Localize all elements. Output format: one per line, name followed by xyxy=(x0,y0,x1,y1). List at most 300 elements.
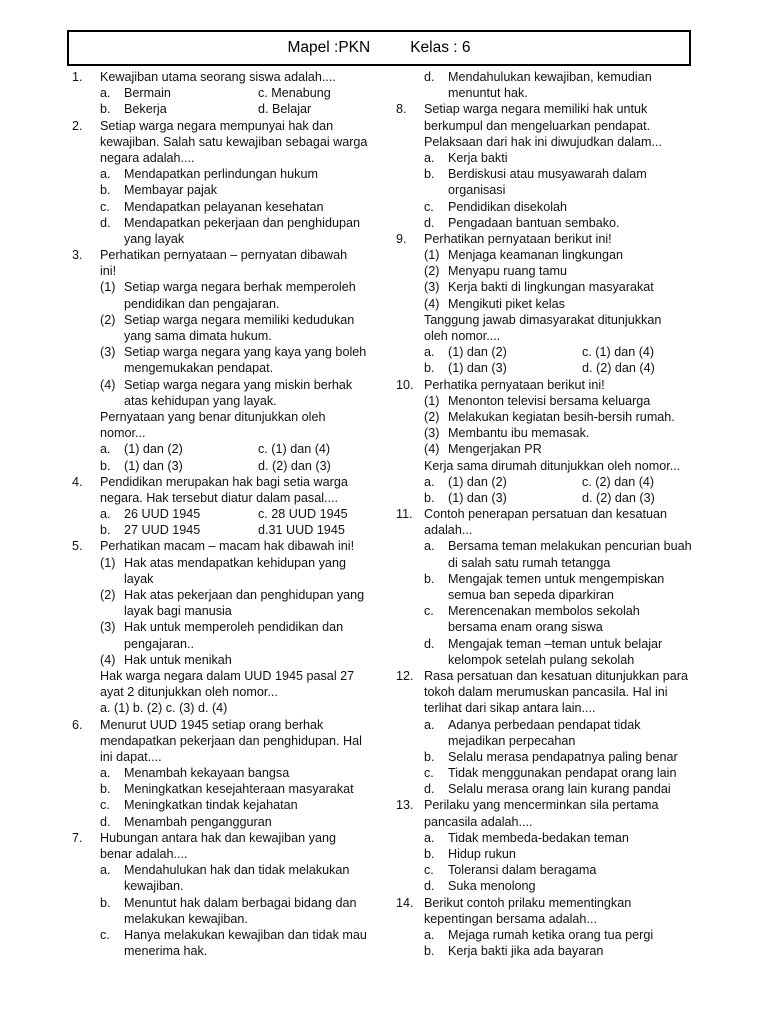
option-text: Pengadaan bantuan sembako. xyxy=(448,215,620,230)
option-label: b. xyxy=(424,571,435,586)
option-pair-line xyxy=(396,474,696,490)
question-number: 14. xyxy=(396,895,414,910)
question-text-line xyxy=(72,263,368,279)
option-line xyxy=(72,862,368,878)
option-label: d. xyxy=(582,490,593,505)
option-text: Melakukan kegiatan besih-bersih rumah. xyxy=(448,409,675,424)
question-number: 7. xyxy=(72,830,83,845)
question-text: Kerja sama dirumah ditunjukkan oleh nomor... xyxy=(424,458,681,473)
option-line xyxy=(72,312,368,328)
option-text: 28 UUD 1945 xyxy=(271,507,348,522)
option-text: Adanya perbedaan pendapat tidak xyxy=(448,717,641,732)
question-text: Setiap warga negara memiliki hak untuk xyxy=(424,102,648,117)
option-second xyxy=(582,360,655,376)
option-pair-line xyxy=(72,458,368,474)
question-text-line xyxy=(396,522,696,538)
question-text: Menurut UUD 1945 setiap orang berhak xyxy=(100,717,324,732)
option-line xyxy=(396,571,696,587)
option-continuation-line xyxy=(72,911,368,927)
question-text-line xyxy=(396,814,696,830)
option-second xyxy=(258,85,331,101)
option-label: d. xyxy=(258,523,269,538)
option-text: mengemukakan pendapat. xyxy=(124,361,274,376)
option-continuation-line xyxy=(72,636,368,652)
option-text: Setiap warga negara berhak memperoleh xyxy=(124,280,356,295)
option-text: (1) dan (3) xyxy=(124,458,183,473)
option-text: Selalu merasa orang lain kurang pandai xyxy=(448,782,671,797)
option-text: layak bagi manusia xyxy=(124,604,232,619)
option-continuation-line xyxy=(396,182,696,198)
option-line xyxy=(72,587,368,603)
option-line xyxy=(72,895,368,911)
option-text: Hak atas pekerjaan dan penghidupan yang xyxy=(124,588,365,602)
option-label: (3) xyxy=(424,426,440,441)
question-text: kewajiban. Salah satu kewajiban sebagai warga xyxy=(100,134,368,149)
question-text: negara adalah.... xyxy=(100,150,195,165)
option-pair-line xyxy=(396,360,696,376)
question-text-line xyxy=(72,733,368,749)
option-label: d. xyxy=(424,782,435,797)
question-text: Pernyataan yang benar ditunjukkan oleh xyxy=(100,409,326,424)
option-label: a. xyxy=(424,474,435,489)
option-label: d. xyxy=(582,361,593,376)
question-line xyxy=(72,538,368,554)
option-line xyxy=(72,215,368,231)
question-text: Perhatikan macam – macam hak dibawah ini! xyxy=(100,539,355,554)
question-line xyxy=(72,474,368,490)
option-text: menerima hak. xyxy=(124,944,208,959)
option-line xyxy=(396,166,696,182)
option-label: c. xyxy=(424,604,434,619)
option-label: b. xyxy=(100,183,111,198)
option-text: semua ban sepeda diparkiran xyxy=(448,588,614,602)
option-label: (2) xyxy=(424,409,440,424)
option-text: Mengikuti piket kelas xyxy=(448,296,565,311)
option-text: Suka menolong xyxy=(448,879,536,894)
option-label: c. xyxy=(258,442,268,457)
option-label: a. xyxy=(100,766,111,781)
question-line xyxy=(72,247,368,263)
option-label: c. xyxy=(424,863,434,878)
option-line xyxy=(396,846,696,862)
option-text: Mendapatkan perlindungan hukum xyxy=(124,167,318,182)
option-label: (3) xyxy=(100,620,116,635)
option-line xyxy=(72,927,368,943)
option-second xyxy=(258,506,348,522)
option-label: b. xyxy=(100,782,111,797)
option-line xyxy=(396,781,696,797)
page-header xyxy=(67,30,691,66)
option-text: Menambah kekayaan bangsa xyxy=(124,766,290,781)
option-label: c. xyxy=(258,507,268,522)
question-number: 12. xyxy=(396,668,414,683)
option-text: Menyapu ruang tamu xyxy=(448,264,568,279)
question-line xyxy=(396,506,696,522)
option-text: Mendapatkan pekerjaan dan penghidupan xyxy=(124,215,360,230)
option-text: Membayar pajak xyxy=(124,183,218,198)
option-line xyxy=(396,862,696,878)
option-second xyxy=(258,441,330,457)
option-line xyxy=(72,344,368,360)
option-label: (2) xyxy=(424,264,440,279)
option-line xyxy=(72,166,368,182)
left-column xyxy=(72,69,368,959)
option-continuation-line xyxy=(396,733,696,749)
option-label: d. xyxy=(424,879,435,894)
option-text: Bersama teman melakukan pencurian buah xyxy=(448,539,692,554)
option-line xyxy=(396,749,696,765)
option-line xyxy=(72,377,368,393)
option-line xyxy=(396,878,696,894)
option-line xyxy=(396,603,696,619)
option-text: melakukan kewajiban. xyxy=(124,911,248,926)
option-label: c. xyxy=(582,345,592,360)
option-text: Tidak menggunakan pendapat orang lain xyxy=(448,766,677,781)
question-text: mendapatkan pekerjaan dan penghidupan. Hal xyxy=(100,733,362,748)
option-continuation-line xyxy=(396,652,696,668)
option-text: bersama enam orang siswa xyxy=(448,620,603,635)
option-line xyxy=(72,652,368,668)
option-text: Membantu ibu memasak. xyxy=(448,426,590,441)
question-text: Perhatikan pernyataan – pernyatan dibawah xyxy=(100,248,348,263)
option-text: Hidup rukun xyxy=(448,847,516,861)
option-line xyxy=(396,263,696,279)
option-text: Setiap warga negara yang miskin berhak xyxy=(124,377,353,392)
option-label: b. xyxy=(100,102,111,117)
option-text: Menambah pengangguran xyxy=(124,814,272,829)
question-text: tokoh dalam merumuskan pancasila. Hal ini xyxy=(424,685,668,700)
option-text: Mengerjakan PR xyxy=(448,442,542,457)
question-text: adalah... xyxy=(424,523,473,538)
option-line xyxy=(396,441,696,457)
option-text: yang sama dimata hukum. xyxy=(124,329,272,343)
option-label: (4) xyxy=(424,442,440,457)
option-text: Mendahulukan kewajiban, kemudian xyxy=(448,70,652,84)
question-line xyxy=(72,69,368,85)
option-text: Hak untuk memperoleh pendidikan dan xyxy=(124,620,344,635)
option-label: a. xyxy=(100,167,111,182)
option-label: (4) xyxy=(100,377,116,392)
option-pair-line xyxy=(72,441,368,457)
question-text-line xyxy=(72,846,368,862)
option-continuation-line xyxy=(72,878,368,894)
question-text-line xyxy=(396,118,696,134)
option-text: (1) dan (4) xyxy=(595,345,655,360)
option-continuation-line xyxy=(396,619,696,635)
option-second xyxy=(258,522,345,538)
option-line xyxy=(396,927,696,943)
question-number: 1. xyxy=(72,70,83,84)
option-label: c. xyxy=(258,86,268,101)
question-number: 6. xyxy=(72,717,83,732)
question-text: Kewajiban utama seorang siswa adalah.... xyxy=(100,70,336,84)
option-text: (1) dan (2) xyxy=(124,442,183,457)
option-line xyxy=(396,215,696,231)
option-text: di salah satu rumah tetangga xyxy=(448,555,611,570)
option-line xyxy=(396,199,696,215)
option-line xyxy=(396,150,696,166)
option-label: a. xyxy=(100,507,111,522)
option-pair-line xyxy=(72,101,368,117)
question-text-line xyxy=(396,700,696,716)
option-text: Meningkatkan tindak kejahatan xyxy=(124,798,298,813)
question-number: 11. xyxy=(396,507,413,522)
question-text: Setiap warga negara mempunyai hak dan xyxy=(100,118,334,133)
option-text: (1) dan (2) xyxy=(448,474,507,489)
option-text: pendidikan dan pengajaran. xyxy=(124,296,280,311)
question-text: Perilaku yang mencerminkan sila pertama xyxy=(424,798,659,813)
option-text: Mengajak temen untuk mengempiskan xyxy=(448,571,665,586)
option-line xyxy=(396,279,696,295)
option-label: a. xyxy=(424,150,435,165)
right-column xyxy=(396,69,696,959)
question-text: ayat 2 ditunjukkan oleh nomor... xyxy=(100,685,278,700)
question-text: Pendidikan merupakan hak bagi setia warga xyxy=(100,474,348,489)
option-text: (1) dan (2) xyxy=(448,345,507,360)
option-pair-line xyxy=(72,522,368,538)
option-continuation-line xyxy=(72,571,368,587)
option-text: Menjaga keamanan lingkungan xyxy=(448,248,624,263)
question-text-line xyxy=(72,749,368,765)
option-label: a. xyxy=(100,863,111,878)
option-label: d. xyxy=(258,458,269,473)
option-pair-line xyxy=(396,490,696,506)
option-label: b. xyxy=(424,361,435,376)
option-label: c. xyxy=(100,798,110,813)
option-line xyxy=(396,636,696,652)
question-text: Hubungan antara hak dan kewajiban yang xyxy=(100,830,336,845)
option-label: b. xyxy=(424,167,435,182)
option-text: Bermain xyxy=(124,86,171,101)
option-label: d. xyxy=(100,814,111,829)
option-label: b. xyxy=(100,458,111,473)
question-text: oleh nomor.... xyxy=(424,329,501,343)
option-label: b. xyxy=(424,847,435,861)
option-line xyxy=(396,247,696,263)
option-text: layak xyxy=(124,571,154,586)
option-text: Mengajak teman –teman untuk belajar xyxy=(448,636,663,651)
option-line xyxy=(396,830,696,846)
option-text: pengajaran.. xyxy=(124,636,195,651)
option-label: c. xyxy=(424,199,434,214)
option-line xyxy=(396,538,696,554)
option-text: (2) dan (3) xyxy=(596,490,655,505)
question-text: kepentingan bersama adalah... xyxy=(424,911,597,926)
option-label: c. xyxy=(424,766,434,781)
option-text: (2) dan (4) xyxy=(595,474,655,489)
option-text: Belajar xyxy=(272,102,312,117)
option-continuation-line xyxy=(72,360,368,376)
option-continuation-line xyxy=(396,85,696,101)
option-inline-text: a. (1) b. (2) c. (3) d. (4) xyxy=(100,701,228,716)
question-line xyxy=(396,231,696,247)
option-text: (1) dan (3) xyxy=(448,361,507,376)
option-continuation-line xyxy=(72,393,368,409)
class-label: Kelas : 6 xyxy=(410,39,471,56)
question-text: Contoh penerapan persatuan dan kesatuan xyxy=(424,507,667,522)
question-text: Rasa persatuan dan kesatuan ditunjukkan para xyxy=(424,668,688,683)
option-text: Kerja bakti jika ada bayaran xyxy=(448,944,604,959)
option-text: (2) dan (3) xyxy=(272,458,331,473)
option-text: (1) dan (4) xyxy=(271,442,331,457)
option-label: d. xyxy=(258,102,269,117)
option-text: atas kehidupan yang layak. xyxy=(124,393,277,408)
subject-label: Mapel :PKN xyxy=(287,39,371,56)
question-number: 9. xyxy=(396,231,407,246)
option-text: Bekerja xyxy=(124,102,167,117)
option-label: (1) xyxy=(424,248,440,263)
question-text-line xyxy=(72,134,368,150)
option-label: d. xyxy=(424,636,435,651)
question-number: 13. xyxy=(396,798,414,813)
question-text: Berikut contoh prilaku mementingkan xyxy=(424,895,632,910)
option-continuation-line xyxy=(72,328,368,344)
option-line xyxy=(396,717,696,733)
option-text: Mendahulukan hak dan tidak melakukan xyxy=(124,863,350,878)
question-line xyxy=(396,895,696,911)
option-label: b. xyxy=(424,944,435,959)
question-text-line xyxy=(72,425,368,441)
question-text: Perhatika pernyataan berikut ini! xyxy=(424,377,605,392)
question-text-line xyxy=(72,684,368,700)
option-label: (3) xyxy=(100,345,116,360)
option-text: Setiap warga negara memiliki kedudukan xyxy=(124,312,355,327)
option-text: 27 UUD 1945 xyxy=(124,523,201,538)
question-number: 8. xyxy=(396,102,407,117)
question-text: Hak warga negara dalam UUD 1945 pasal 27 xyxy=(100,668,355,683)
option-label: (1) xyxy=(424,393,440,408)
option-text: Merencenakan membolos sekolah xyxy=(448,604,640,619)
option-label: a. xyxy=(100,442,111,457)
option-text: Menonton televisi bersama keluarga xyxy=(448,393,651,408)
option-line xyxy=(72,279,368,295)
question-text: ini dapat.... xyxy=(100,749,162,764)
option-label: (2) xyxy=(100,312,116,327)
option-line xyxy=(396,425,696,441)
question-text-line xyxy=(72,150,368,166)
question-text-line xyxy=(396,684,696,700)
option-text: organisasi xyxy=(448,183,506,198)
option-continuation-line xyxy=(72,943,368,959)
option-line xyxy=(72,765,368,781)
option-label: a. xyxy=(100,86,111,101)
option-text: Hak untuk menikah xyxy=(124,652,232,667)
option-pair-line xyxy=(72,85,368,101)
question-text-line xyxy=(396,458,696,474)
option-label: a. xyxy=(424,539,435,554)
option-text: Menuntut hak dalam berbagai bidang dan xyxy=(124,895,357,910)
option-second xyxy=(258,101,311,117)
option-continuation-line xyxy=(396,555,696,571)
question-text-line xyxy=(72,409,368,425)
question-text: negara. Hak tersebut diatur dalam pasal.... xyxy=(100,490,339,505)
option-second xyxy=(582,490,655,506)
option-text: Hanya melakukan kewajiban dan tidak mau xyxy=(124,927,367,942)
question-number: 2. xyxy=(72,118,83,133)
option-label: d. xyxy=(424,215,435,230)
option-label: b. xyxy=(100,523,111,538)
question-number: 4. xyxy=(72,474,83,489)
option-line xyxy=(72,182,368,198)
question-line xyxy=(396,797,696,813)
option-label: (3) xyxy=(424,280,440,295)
question-line xyxy=(72,118,368,134)
question-text: Perhatikan pernyataan berikut ini! xyxy=(424,231,612,246)
option-text: (2) dan (4) xyxy=(596,361,655,376)
option-line xyxy=(396,69,696,85)
question-line xyxy=(72,830,368,846)
option-line xyxy=(72,814,368,830)
option-label: (4) xyxy=(100,652,116,667)
option-text: Tidak membeda-bedakan teman xyxy=(448,830,629,845)
option-text: Setiap warga negara yang kaya yang boleh xyxy=(124,345,367,360)
question-text: nomor... xyxy=(100,426,146,441)
option-line xyxy=(396,393,696,409)
option-label: c. xyxy=(100,927,110,942)
option-label: (4) xyxy=(424,296,440,311)
question-text: berkumpul dan mengeluarkan pendapat. xyxy=(424,118,651,133)
option-inline-line xyxy=(72,700,368,716)
option-continuation-line xyxy=(72,603,368,619)
question-text-line xyxy=(396,328,696,344)
question-text: terlihat dari sikap antara lain.... xyxy=(424,701,596,716)
option-label: (1) xyxy=(100,280,116,295)
option-label: d. xyxy=(100,215,111,230)
option-text: kewajiban. xyxy=(124,879,184,894)
option-line xyxy=(396,296,696,312)
option-text: Pendidikan disekolah xyxy=(448,199,568,214)
option-label: b. xyxy=(424,749,435,764)
option-continuation-line xyxy=(72,231,368,247)
question-line xyxy=(396,101,696,117)
option-label: b. xyxy=(100,895,111,910)
option-continuation-line xyxy=(72,296,368,312)
option-label: d. xyxy=(424,70,435,84)
question-text: Tanggung jawab dimasyarakat ditunjukkan xyxy=(424,312,662,327)
question-text: ini! xyxy=(100,264,117,279)
question-number: 5. xyxy=(72,539,83,554)
option-label: c. xyxy=(100,199,110,214)
question-line xyxy=(72,717,368,733)
option-text: menuntut hak. xyxy=(448,86,528,101)
option-second xyxy=(582,474,654,490)
option-label: (2) xyxy=(100,588,116,602)
option-text: Menabung xyxy=(271,86,331,101)
option-label: b. xyxy=(424,490,435,505)
question-text-line xyxy=(72,490,368,506)
option-label: c. xyxy=(582,474,592,489)
option-label: a. xyxy=(424,927,435,942)
option-line xyxy=(72,797,368,813)
option-label: a. xyxy=(424,830,435,845)
option-pair-line xyxy=(72,506,368,522)
option-text: Toleransi dalam beragama xyxy=(448,863,597,878)
option-line xyxy=(396,409,696,425)
question-text: Pelaksaan dari hak ini diwujudkan dalam... xyxy=(424,134,663,149)
option-text: Mendapatkan pelayanan kesehatan xyxy=(124,199,324,214)
question-number: 3. xyxy=(72,248,83,263)
option-second xyxy=(258,458,331,474)
option-text: 31 UUD 1945 xyxy=(268,523,345,538)
question-text-line xyxy=(396,911,696,927)
option-label: a. xyxy=(424,717,435,732)
option-line xyxy=(396,943,696,959)
option-text: Mejaga rumah ketika orang tua pergi xyxy=(448,927,654,942)
option-second xyxy=(582,344,654,360)
question-text: benar adalah.... xyxy=(100,847,188,861)
option-line xyxy=(72,555,368,571)
option-text: mejadikan perpecahan xyxy=(448,733,576,748)
